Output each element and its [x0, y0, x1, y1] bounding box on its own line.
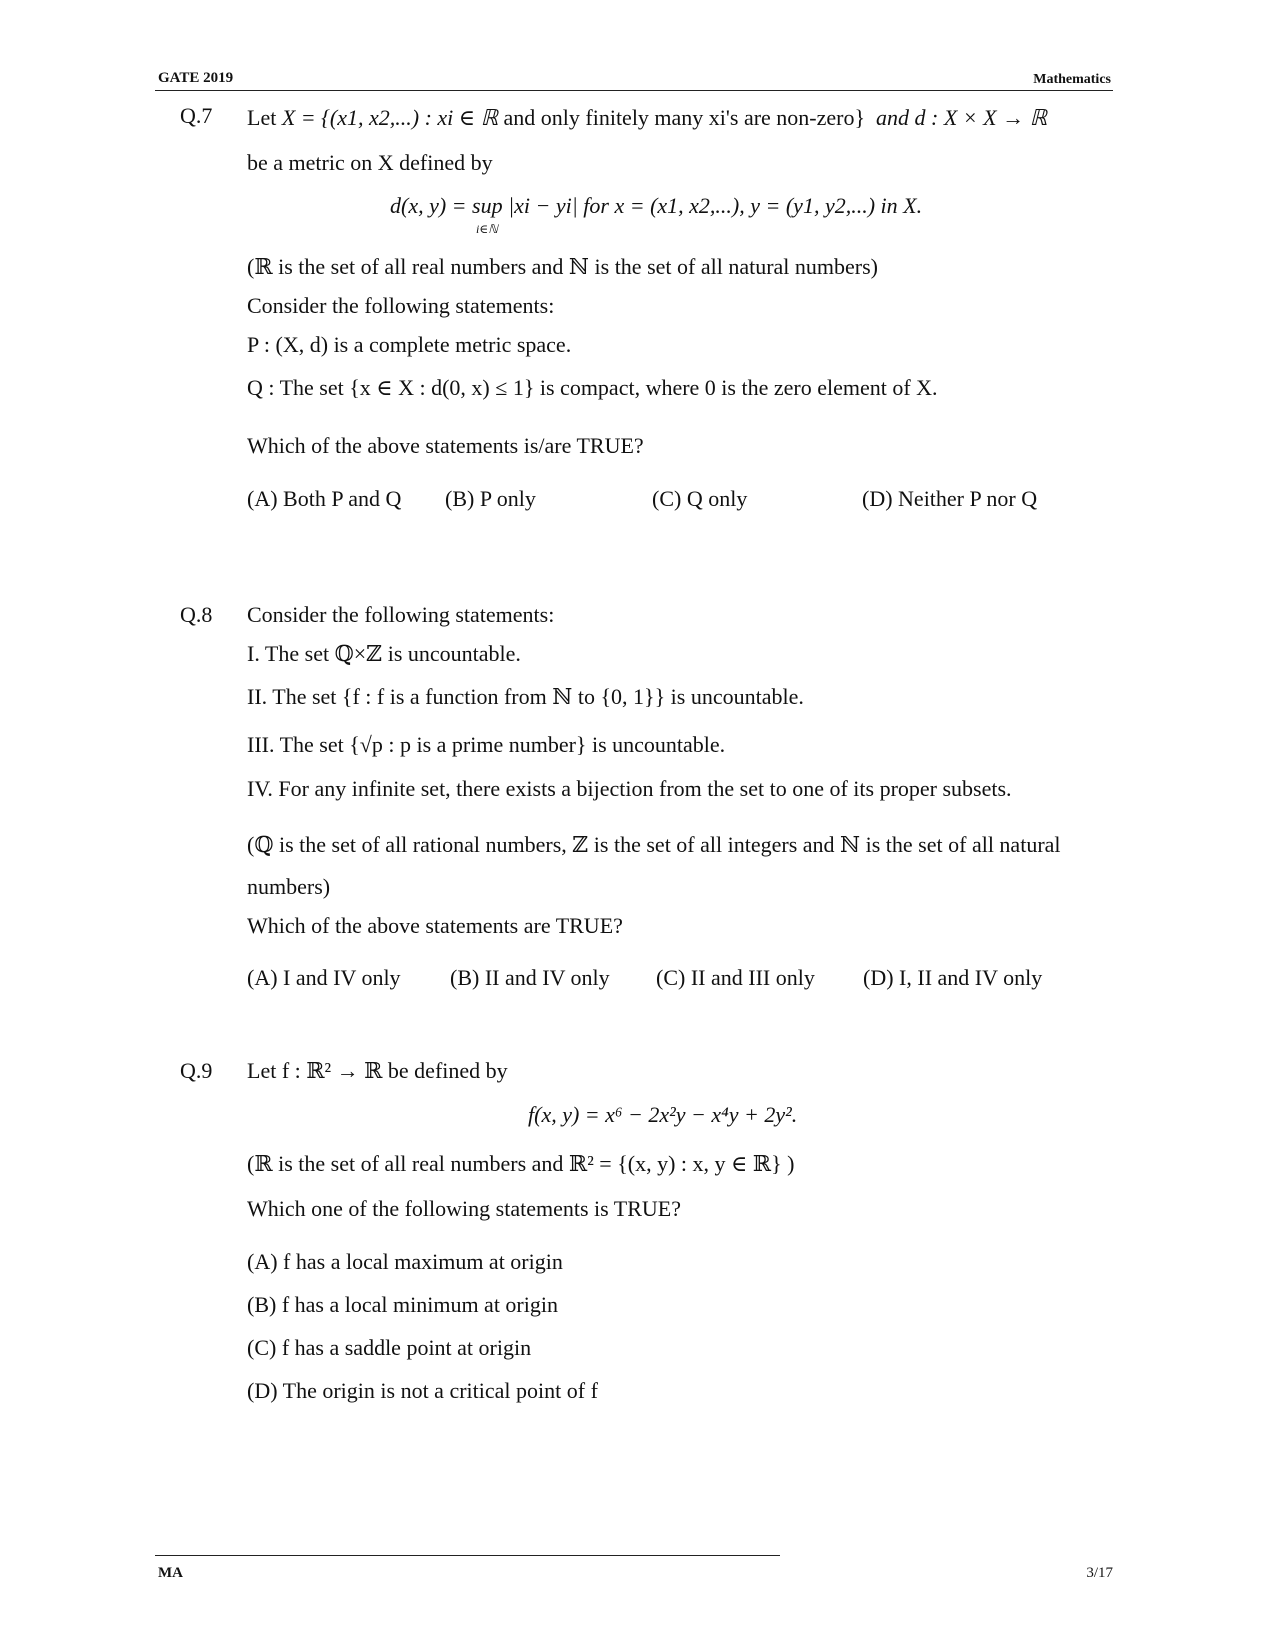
q9-option-c[interactable]: (C) f has a saddle point at origin — [247, 1335, 532, 1360]
q8-statement-3: III. The set {√p : p is a prime number} is uncountable. — [247, 732, 726, 757]
q8-consider: Consider the following statements: — [247, 602, 555, 627]
q7-number: Q.7 — [180, 103, 213, 128]
q7-option-a[interactable]: (A) Both P and Q — [247, 486, 402, 511]
q8-statement-1: I. The set ℚ×ℤ is uncountable. — [247, 641, 521, 666]
q8-note-line1: (ℚ is the set of all rational numbers, ℤ is the set of all integers and ℕ is the set of all natural — [247, 832, 1061, 857]
header-rule — [155, 90, 1113, 91]
q7-question: Which of the above statements is/are TRUE? — [247, 433, 644, 458]
q8-statement-2: II. The set {f : f is a function from ℕ to {0, 1}} is uncountable. — [247, 684, 804, 709]
q9-intro: Let f : ℝ² → ℝ be defined by — [247, 1058, 508, 1083]
q8-option-a[interactable]: (A) I and IV only — [247, 965, 401, 990]
header-exam: GATE 2019 — [158, 70, 234, 86]
q7-line1: Let X = {(x1, x2,...) : xi ∈ ℝ and only finitely many xi's are non-zero} and d : X × X → ℝ — [247, 105, 1048, 130]
q8-option-c[interactable]: (C) II and III only — [656, 965, 815, 990]
q7-formula-subscript: i∈ℕ — [476, 222, 498, 236]
q9-question: Which one of the following statements is TRUE? — [247, 1196, 682, 1221]
q7-line2: be a metric on X defined by — [247, 150, 493, 175]
q7-consider: Consider the following statements: — [247, 293, 555, 318]
q8-note-line2: numbers) — [247, 874, 331, 899]
q7-option-c[interactable]: (C) Q only — [652, 486, 748, 511]
q8-option-d[interactable]: (D) I, II and IV only — [863, 965, 1043, 990]
q9-option-b[interactable]: (B) f has a local minimum at origin — [247, 1292, 558, 1317]
q7-note: (ℝ is the set of all real numbers and ℕ is the set of all natural numbers) — [247, 254, 878, 279]
q8-option-b[interactable]: (B) II and IV only — [450, 965, 610, 990]
q9-formula: f(x, y) = x⁶ − 2x²y − x⁴y + 2y². — [528, 1102, 798, 1127]
q7-statement-q: Q : The set {x ∈ X : d(0, x) ≤ 1} is compact, where 0 is the zero element of X. — [247, 375, 938, 400]
q7-option-b[interactable]: (B) P only — [445, 486, 536, 511]
q8-statement-4: IV. For any infinite set, there exists a bijection from the set to one of its proper subsets. — [247, 776, 1012, 801]
header-subject: Mathematics — [1033, 72, 1111, 87]
footer-page-number: 3/17 — [1086, 1565, 1113, 1581]
q7-set-def: X = {(x1, x2,...) : xi ∈ ℝ — [281, 105, 499, 130]
q9-number: Q.9 — [180, 1058, 213, 1083]
footer-rule — [155, 1555, 780, 1556]
q7-statement-p: P : (X, d) is a complete metric space. — [247, 332, 572, 357]
q7-option-d[interactable]: (D) Neither P nor Q — [862, 486, 1038, 511]
q7-metric-sig: and d : X × X → ℝ — [876, 105, 1048, 130]
footer-paper-code: MA — [158, 1565, 183, 1581]
q8-question: Which of the above statements are TRUE? — [247, 913, 623, 938]
q7-formula: d(x, y) = sup |xi − yi| for x = (x1, x2,...), y = (y1, y2,...) in X. — [390, 193, 923, 218]
q9-option-d[interactable]: (D) The origin is not a critical point of f — [247, 1378, 598, 1403]
q8-number: Q.8 — [180, 602, 213, 627]
q9-option-a[interactable]: (A) f has a local maximum at origin — [247, 1249, 563, 1274]
q9-note: (ℝ is the set of all real numbers and ℝ² = {(x, y) : x, y ∈ ℝ} ) — [247, 1151, 795, 1176]
